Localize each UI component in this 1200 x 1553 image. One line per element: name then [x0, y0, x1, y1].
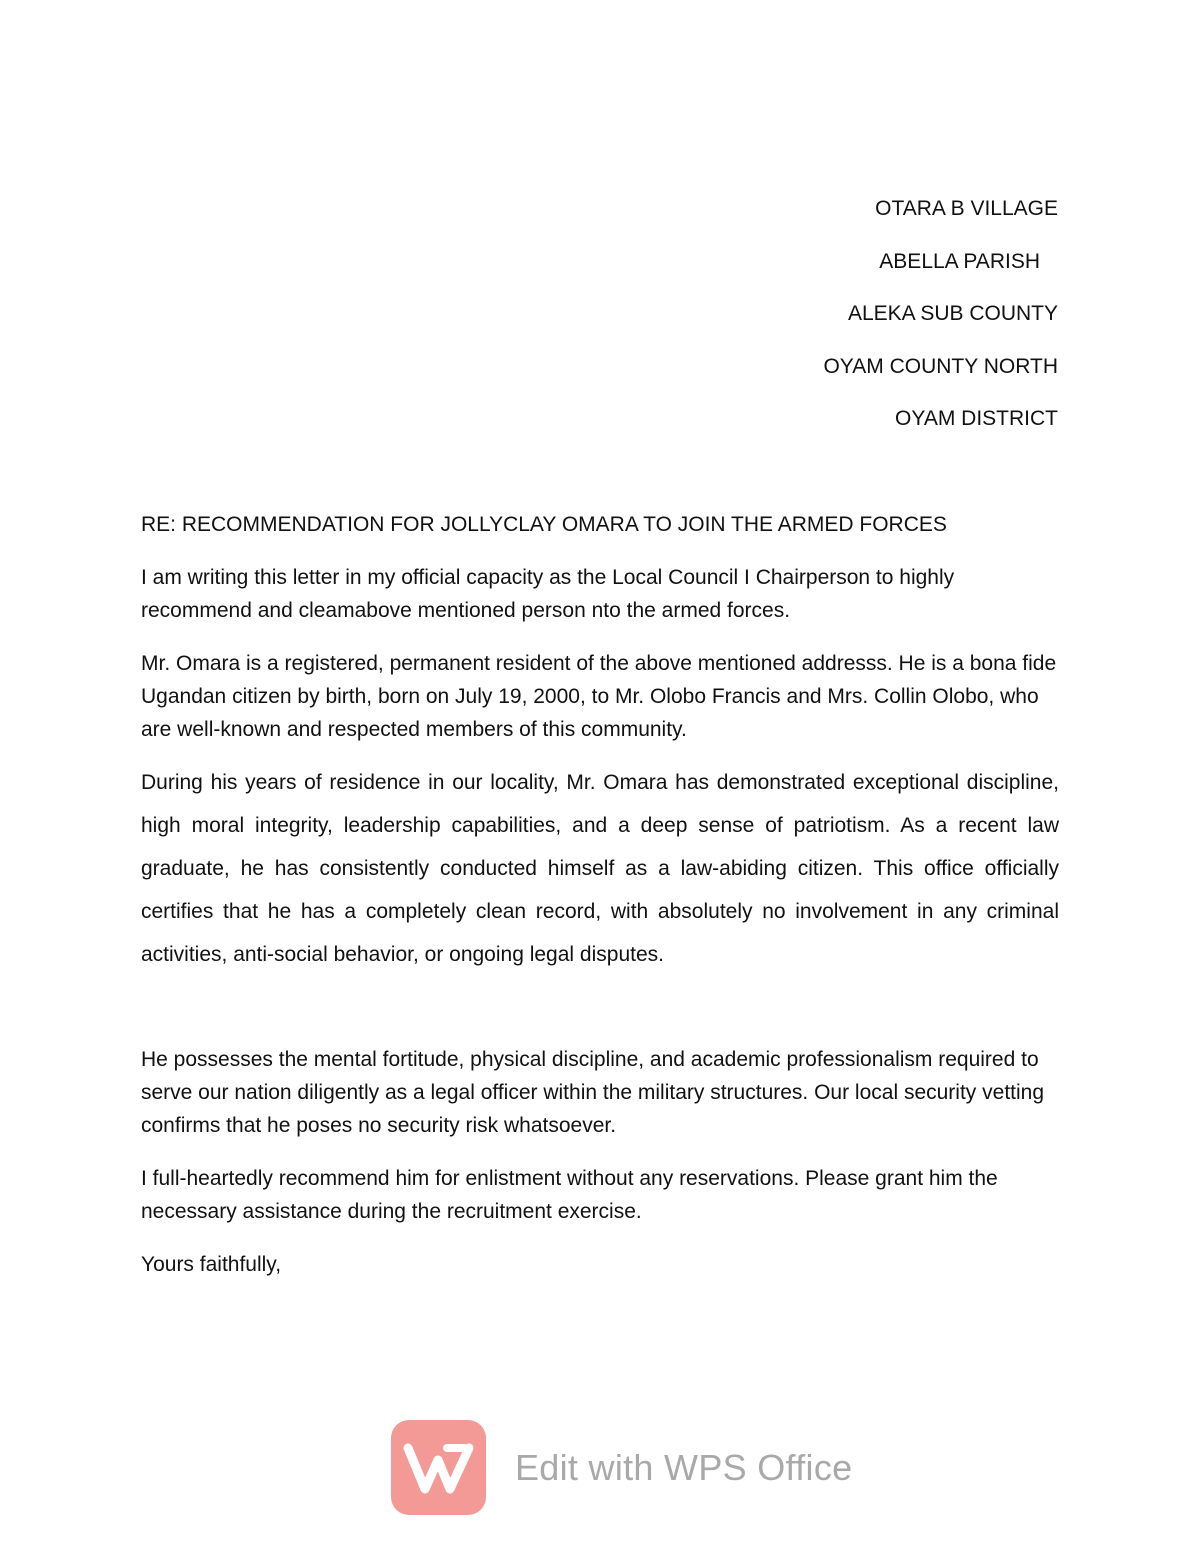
- sender-address: [823, 196, 1058, 459]
- wps-watermark[interactable]: [391, 1420, 851, 1516]
- paragraph-character: During his years of residence in our locality, Mr. Omara has demonstrated exceptional discipline, high moral integrity, leadership capabilities, and a deep sense of patriotism. As a recent law graduate, he has consistently conducted himself as a law-abiding citizen. This office officially certifies that he has a completely clean record, with absolutely no involvement in any criminal activities, anti-social behavior, or ongoing legal disputes.: [141, 771, 1059, 966]
- address-line-subcounty: ALEKA SUB COUNTY: [847, 302, 1058, 325]
- letter-subject: RE: RECOMMENDATION FOR JOLLYCLAY OMARA TO JOIN THE ARMED FORCES: [141, 513, 947, 536]
- address-line-district: OYAM DISTRICT: [895, 407, 1058, 430]
- address-line-parish: ABELLA PARISH: [879, 249, 1040, 273]
- paragraph-recommendation: I full-heartedly recommend him for enlistment without any reservations. Please grant him the necessary assistance during the recruitment exercise.: [141, 1167, 998, 1223]
- address-line-village: OTARA B VILLAGE: [875, 197, 1058, 220]
- paragraph-intro: I am writing this letter in my official capacity as the Local Council I Chairperson to highly recommend and cleamabove mentioned person nto the armed forces.: [141, 566, 955, 622]
- letter-closing: Yours faithfully,: [141, 1253, 282, 1276]
- paragraph-qualification: He possesses the mental fortitude, physical discipline, and academic professionalism required to serve our nation diligently as a legal officer within the military structures. Our local security vetting confirms that he poses no security risk whatsoever.: [141, 1048, 1045, 1137]
- address-line-county: OYAM COUNTY NORTH: [823, 354, 1058, 378]
- wps-logo-icon: [391, 1420, 486, 1515]
- paragraph-residency: Mr. Omara is a registered, permanent resident of the above mentioned addresss. He is a bona fide Ugandan citizen by birth, born on July 19, 2000, to Mr. Olobo Francis and Mrs. Collin Olobo, who are well-known and respected members of this community.: [141, 652, 1057, 741]
- wps-watermark-text: Edit with WPS Office: [515, 1447, 853, 1488]
